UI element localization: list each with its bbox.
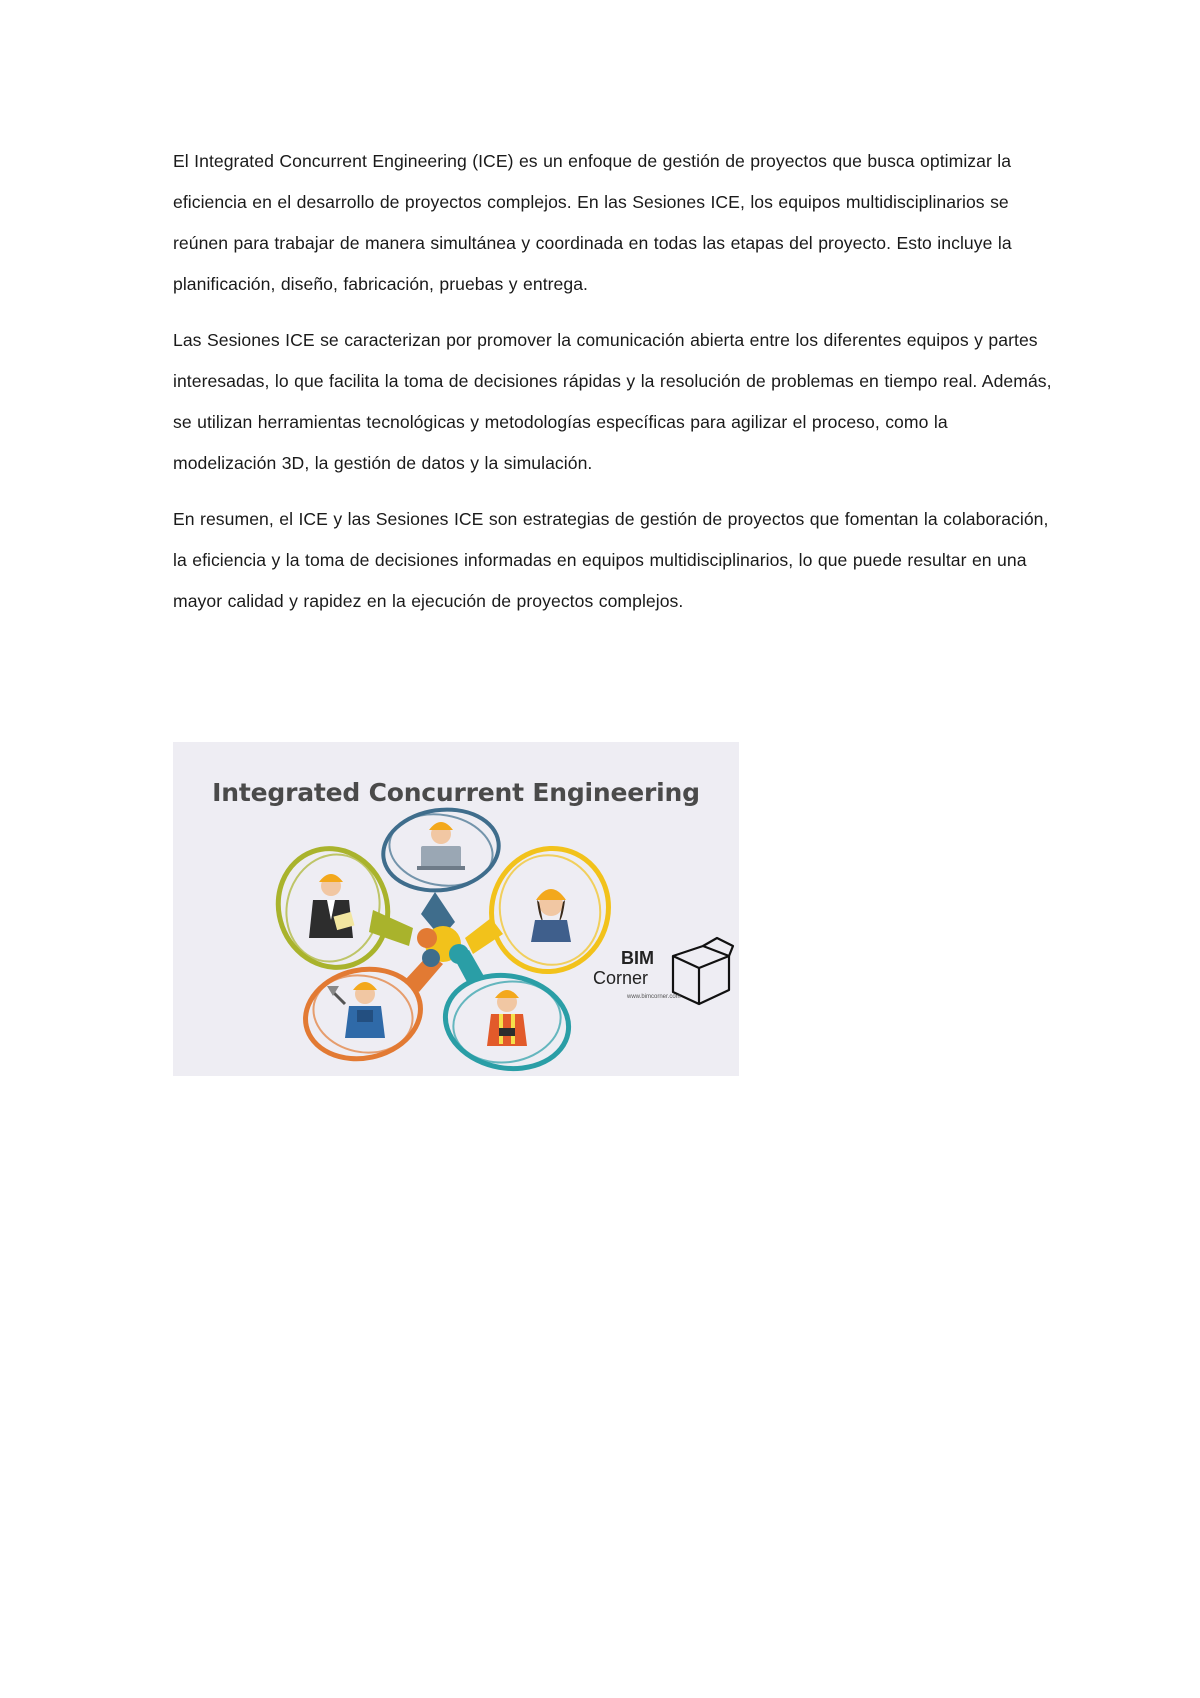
paragraph-2: Las Sesiones ICE se caracterizan por promover la comunicación abierta entre los diferentes equipos y partes interesadas, lo que facilita la toma de decisiones rápidas y la resolución de problemas en tiempo real. Además, se utilizan herramientas tecnológicas y metodologías específicas para agilizar el proceso, como la modelización 3D, la gestión de datos y la simulación. [173, 330, 1052, 473]
paragraph-1: El Integrated Concurrent Engineering (ICE) es un enfoque de gestión de proyectos que busca optimizar la eficiencia en el desarrollo de proyectos complejos. En las Sesiones ICE, los equipos multidisciplinarios se reúnen para trabajar de manera simultánea y coordinada en todas las etapas del proyecto. Esto incluye la planificación, diseño, fabricación, pruebas y entrega. [173, 151, 1012, 294]
brand-url: www.bimcorner.com [627, 994, 681, 1000]
bim-corner-logo-icon [673, 938, 733, 1004]
document-body [173, 141, 1053, 637]
figure-title: Integrated Concurrent Engineering [212, 778, 700, 807]
person-bottom-left-icon [327, 982, 385, 1038]
person-bottom-right-icon [487, 990, 527, 1046]
person-left-icon [309, 874, 355, 938]
person-right-icon [531, 889, 571, 942]
person-top-icon [417, 822, 465, 870]
paragraph-3: En resumen, el ICE y las Sesiones ICE son estrategias de gestión de proyectos que fomentan la colaboración, la eficiencia y la toma de decisiones informadas en equipos multidisciplinarios, lo que puede resultar en una mayor calidad y rapidez en la ejecución de proyectos complejos. [173, 509, 1049, 611]
brand-line-2: Corner [593, 968, 649, 988]
brand-line-1: BIM [621, 948, 654, 968]
ice-illustration [173, 742, 739, 1076]
